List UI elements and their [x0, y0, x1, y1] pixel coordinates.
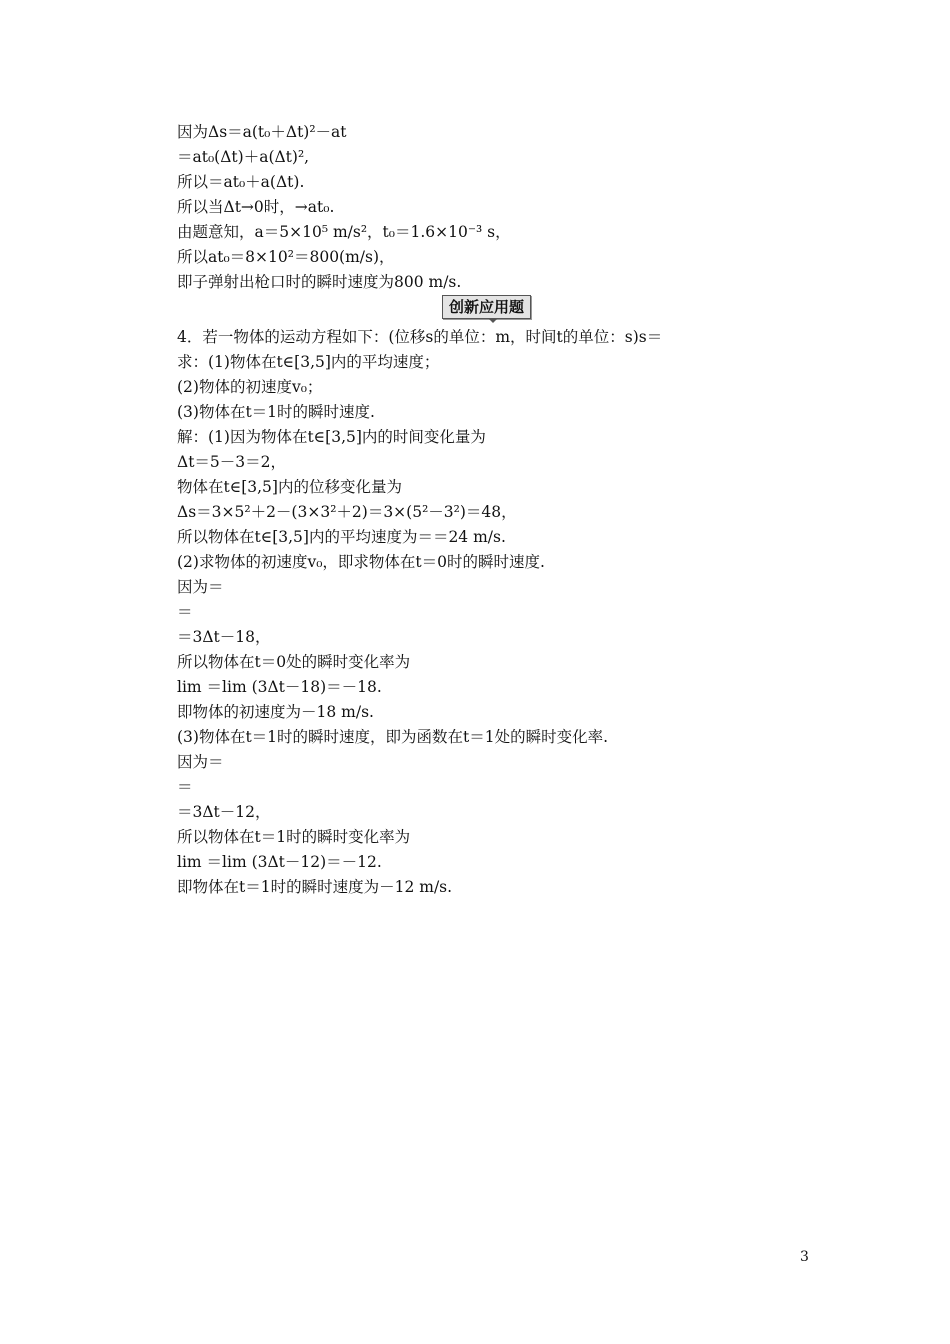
text-line: 所以物体在t＝1时的瞬时变化率为 — [177, 828, 411, 846]
text-line: 即物体的初速度为－18 m/s. — [177, 703, 374, 721]
text-line: 4．若一物体的运动方程如下：(位移s的单位：m，时间t的单位：s)s＝ — [177, 328, 663, 346]
text-line: lim ＝lim (3Δt－12)＝－12. — [177, 853, 382, 871]
text-line: 所以＝at₀＋a(Δt). — [177, 173, 305, 191]
page-number: 3 — [800, 1249, 809, 1265]
text-line: (3)物体在t＝1时的瞬时速度，即为函数在t＝1处的瞬时变化率. — [177, 728, 609, 746]
section-heading-row — [177, 295, 817, 325]
text-line: (3)物体在t＝1时的瞬时速度. — [177, 403, 375, 421]
text-line: ＝ — [177, 778, 193, 796]
text-line: 因为Δs＝a(t₀＋Δt)²－at — [177, 123, 347, 141]
text-line: 解：(1)因为物体在t∈[3,5]内的时间变化量为 — [177, 428, 486, 446]
document-body — [177, 120, 817, 900]
text-line: ＝ — [177, 603, 193, 621]
text-line: ＝at₀(Δt)＋a(Δt)², — [177, 148, 310, 166]
section-heading: 创新应用题 — [442, 295, 531, 319]
heading-pointer-icon — [488, 318, 498, 323]
problem-4 — [177, 325, 817, 900]
text-line: 因为＝ — [177, 753, 224, 771]
text-line: 因为＝ — [177, 578, 224, 596]
text-line: Δs＝3×5²＋2－(3×3²＋2)＝3×(5²－3²)＝48， — [177, 503, 517, 521]
text-line: ＝3Δt－12， — [177, 803, 271, 821]
text-line: 即物体在t＝1时的瞬时速度为－12 m/s. — [177, 878, 453, 896]
text-line: 所以当Δt→0时，→at₀. — [177, 198, 335, 216]
text-line: lim ＝lim (3Δt－18)＝－18. — [177, 678, 382, 696]
text-line: 求：(1)物体在t∈[3,5]内的平均速度； — [177, 353, 440, 371]
text-line: Δt＝5－3＝2， — [177, 453, 287, 471]
text-line: 由题意知，a＝5×10⁵ m/s²，t₀＝1.6×10⁻³ s， — [177, 223, 511, 241]
text-line: 所以at₀＝8×10²＝800(m/s)， — [177, 248, 395, 266]
text-line: ＝3Δt－18， — [177, 628, 271, 646]
text-line: 所以物体在t＝0处的瞬时变化率为 — [177, 653, 411, 671]
solution-part-top — [177, 120, 817, 295]
text-line: 物体在t∈[3,5]内的位移变化量为 — [177, 478, 402, 496]
text-line: 所以物体在t∈[3,5]内的平均速度为＝＝24 m/s. — [177, 528, 506, 546]
text-line: (2)物体的初速度v₀； — [177, 378, 323, 396]
text-line: (2)求物体的初速度v₀，即求物体在t＝0时的瞬时速度. — [177, 553, 545, 571]
text-line: 即子弹射出枪口时的瞬时速度为800 m/s. — [177, 273, 462, 291]
